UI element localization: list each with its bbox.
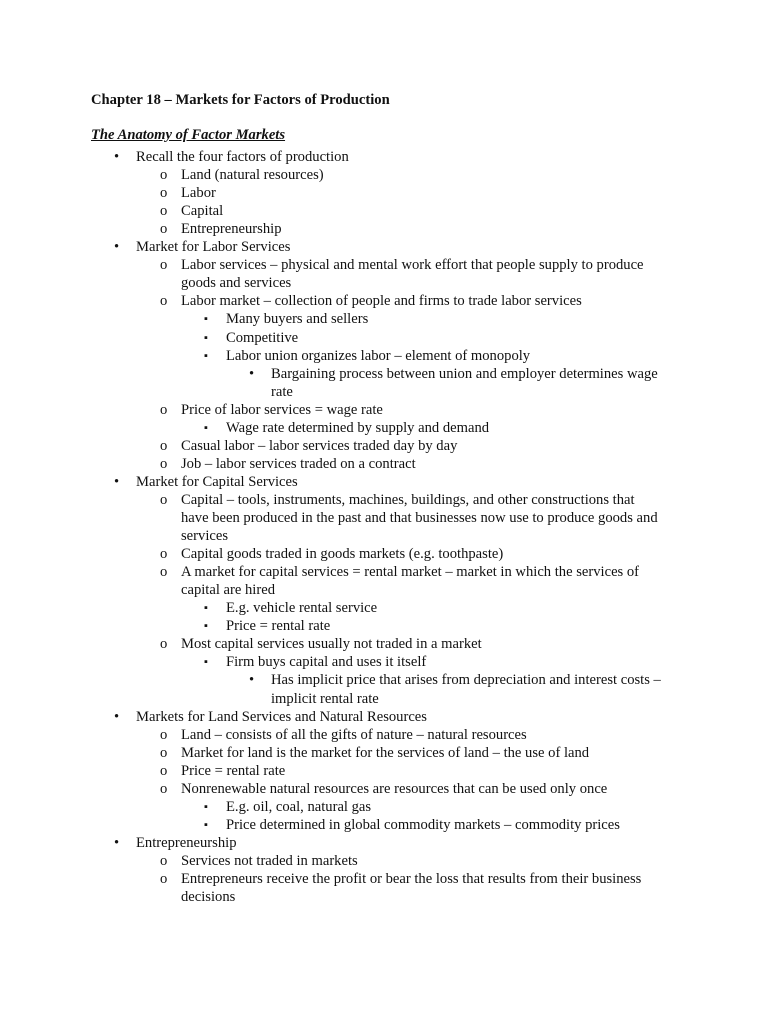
bullet-marker: o [160, 744, 168, 761]
outline-line-continuation: decisions [181, 889, 236, 906]
outline-item: Entrepreneurs receive the profit or bear the loss that results from their business [181, 871, 642, 887]
outline-item: A market for capital services = rental market – market in which the services of [181, 564, 640, 581]
outline-item: Services not traded in markets [181, 852, 358, 869]
bullet-marker: ▪ [204, 313, 208, 326]
outline-item: Land (natural resources) [181, 167, 324, 184]
bullet-marker: o [160, 401, 168, 418]
bullet-marker: o [160, 257, 168, 274]
outline-item: Price = rental rate [181, 762, 286, 779]
bullet-marker: o [160, 636, 168, 653]
outline-item: Capital – tools, instruments, machines, buildings, and other constructions that [181, 491, 635, 508]
bullet-marker: o [160, 185, 168, 202]
bullet-marker: o [160, 491, 168, 508]
bullet-marker: • [114, 834, 120, 851]
bullet-marker: ▪ [204, 818, 208, 831]
outline-item: Job – labor services traded on a contract [181, 455, 416, 472]
outline-item: Many buyers and sellers [226, 311, 369, 328]
bullet-marker: • [249, 365, 255, 382]
outline-line-continuation: capital are hired [181, 582, 275, 599]
bullet-marker: o [160, 871, 168, 887]
outline-item: Firm buys capital and uses it itself [226, 654, 427, 671]
outline-line-continuation: goods and services [181, 275, 292, 292]
outline-line-continuation: services [181, 528, 229, 545]
outline-item: Markets for Land Services and Natural Resources [136, 708, 427, 725]
bullet-marker: • [114, 149, 120, 165]
bullet-marker: ▪ [204, 331, 208, 344]
outline-item: Recall the four factors of production [136, 149, 349, 165]
bullet-marker: ▪ [204, 421, 208, 434]
outline-item: Price of labor services = wage rate [181, 401, 383, 418]
outline-item: Entrepreneurship [136, 834, 237, 851]
outline-item: Labor [181, 185, 216, 202]
outline-item: E.g. oil, coal, natural gas [226, 798, 372, 815]
bullet-marker: ▪ [204, 620, 208, 633]
bullet-marker: o [160, 455, 168, 472]
bullet-marker: ▪ [204, 349, 208, 362]
outline-item: Price determined in global commodity markets – commodity prices [226, 816, 620, 833]
outline-item: Wage rate determined by supply and demand [226, 419, 490, 436]
bullet-marker: o [160, 726, 168, 743]
outline-item: Nonrenewable natural resources are resources that can be used only once [181, 780, 608, 797]
outline-item: Competitive [226, 329, 299, 346]
outline-line-continuation: have been produced in the past and that businesses now use to produce goods and [181, 510, 658, 526]
bullet-marker: o [160, 437, 168, 454]
outline-item: Casual labor – labor services traded day by day [181, 437, 458, 454]
outline-item: Market for land is the market for the services of land – the use of land [181, 744, 590, 761]
section-heading: The Anatomy of Factor Markets [91, 127, 286, 143]
bullet-marker: o [160, 221, 168, 238]
chapter-title: Chapter 18 – Markets for Factors of Production [91, 92, 390, 108]
outline-item: Labor services – physical and mental work effort that people supply to produce [181, 257, 644, 274]
bullet-marker: • [249, 672, 255, 689]
outline-item: Market for Capital Services [136, 473, 298, 490]
bullet-marker: o [160, 293, 168, 310]
bullet-marker: • [114, 239, 120, 256]
outline-item: Most capital services usually not traded in a market [181, 636, 482, 653]
bullet-marker: ▪ [204, 602, 208, 615]
bullet-marker: o [160, 203, 168, 220]
outline-item: Has implicit price that arises from depreciation and interest costs – [271, 672, 661, 689]
bullet-marker: ▪ [204, 656, 208, 669]
outline-line-continuation: implicit rental rate [271, 690, 379, 707]
outline-item: Land – consists of all the gifts of nature – natural resources [181, 726, 527, 743]
outline-item: Bargaining process between union and employer determines wage [271, 365, 658, 382]
bullet-marker: o [160, 167, 168, 184]
outline-item: Capital [181, 203, 224, 220]
outline-item: Capital goods traded in goods markets (e.g. toothpaste) [181, 546, 504, 563]
outline-item: E.g. vehicle rental service [226, 600, 378, 617]
bullet-marker: o [160, 780, 168, 797]
bullet-marker: o [160, 546, 168, 563]
outline-item: Market for Labor Services [136, 239, 291, 256]
bullet-marker: o [160, 852, 168, 869]
bullet-marker: ▪ [204, 800, 208, 813]
bullet-marker: • [114, 708, 120, 725]
bullet-marker: o [160, 564, 168, 581]
bullet-marker: o [160, 762, 168, 779]
outline-item: Labor market – collection of people and firms to trade labor services [181, 293, 582, 310]
outline-item: Price = rental rate [226, 618, 331, 635]
outline-item: Labor union organizes labor – element of monopoly [226, 347, 531, 364]
outline-item: Entrepreneurship [181, 221, 282, 238]
outline-line-continuation: rate [271, 383, 293, 400]
bullet-marker: • [114, 473, 120, 490]
